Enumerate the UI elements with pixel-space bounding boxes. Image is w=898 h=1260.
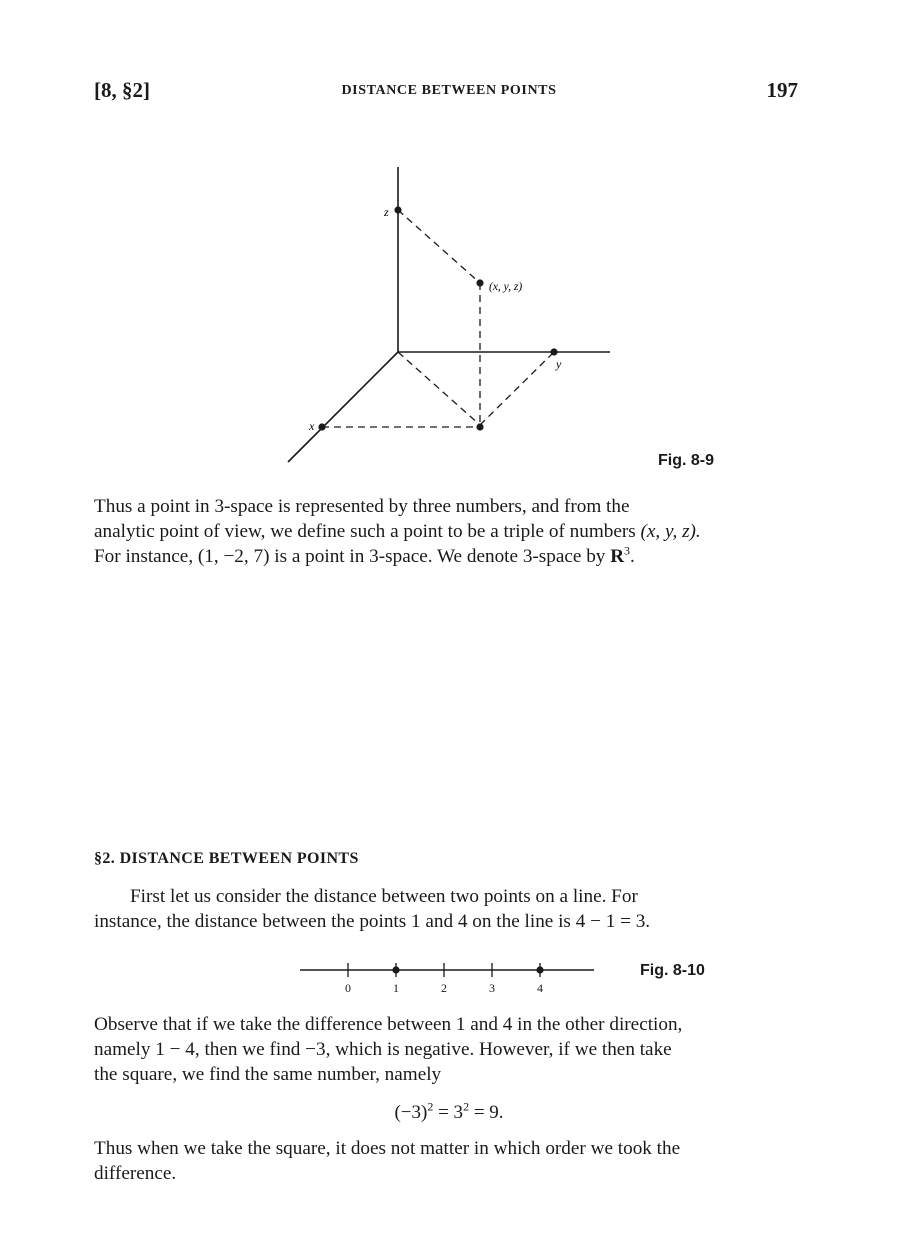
paragraph-line: Thus a point in 3-space is represented by three numbers, and from the [94, 496, 630, 517]
number-line-label-4: 4 [537, 981, 543, 995]
z-point-dot [394, 206, 401, 213]
figure-8-9-3d-axes [0, 150, 898, 480]
number-line-label-0: 0 [345, 981, 351, 995]
page-number: 197 [766, 78, 798, 102]
paragraph-difference [94, 1012, 806, 1087]
number-line-label-3: 3 [489, 981, 495, 995]
number-line-point-1 [392, 966, 399, 973]
x-point-dot [318, 423, 325, 430]
x-label: x [309, 419, 315, 433]
number-line-label-1: 1 [393, 981, 399, 995]
number-line-label-2: 2 [441, 981, 447, 995]
paragraph-line: difference. [94, 1163, 177, 1184]
paragraph-line: instance, the distance between the points 1 and 4 on the line is 4 − 1 = 3. [94, 911, 651, 932]
paragraph-line [94, 544, 806, 569]
point-label: (x, y, z) [489, 281, 523, 293]
figure-8-10-caption: Fig. 8-10 [640, 962, 705, 979]
text-span: analytic point of view, we define such a point to be a triple of numbers [94, 521, 641, 542]
number-line-point-4 [536, 966, 543, 973]
text-span: For instance, (1, −2, 7) is a point in 3-space. We denote 3-space by [94, 546, 611, 567]
x-axis-line [288, 352, 398, 462]
paragraph-line [94, 519, 806, 544]
figure-8-9-caption: Fig. 8-9 [658, 452, 715, 469]
equation-exponent: 2 [463, 1099, 470, 1114]
equation-term: (−3) [394, 1102, 428, 1123]
r3-symbol: R [610, 546, 625, 567]
display-equation [0, 1099, 898, 1124]
xy-point-dot [476, 423, 483, 430]
paragraph-line: the square, we find the same number, namely [94, 1064, 442, 1085]
running-header-section: [8, §2] [94, 78, 150, 102]
paragraph-3-space [94, 494, 806, 569]
dashed-origin-to-xy [398, 352, 480, 425]
equation-term: = 3 [433, 1102, 464, 1123]
xyz-point-dot [476, 279, 483, 286]
paragraph-line-distance [94, 884, 806, 934]
running-header-title: DISTANCE BETWEEN POINTS [341, 83, 557, 98]
y-label: y [556, 357, 562, 371]
dashed-z-to-point [398, 210, 480, 283]
paragraph-line: First let us consider the distance between two points on a line. For [130, 886, 638, 907]
dashed-xy-to-y [480, 352, 554, 425]
figure-8-10-number-line [290, 955, 610, 1005]
section-heading: §2. DISTANCE BETWEEN POINTS [94, 850, 359, 867]
equation-exponent: 2 [427, 1099, 434, 1114]
text-span: . [630, 546, 635, 567]
triple-notation: (x, y, z). [640, 521, 701, 542]
equation-term: = 9. [469, 1102, 504, 1123]
z-label: z [384, 205, 389, 219]
paragraph-square-order [94, 1136, 806, 1186]
paragraph-line: Observe that if we take the difference between 1 and 4 in the other direction, [94, 1014, 683, 1035]
y-point-dot [550, 348, 557, 355]
paragraph-line: namely 1 − 4, then we find −3, which is negative. However, if we then take [94, 1039, 672, 1060]
paragraph-line: Thus when we take the square, it does not matter in which order we took the [94, 1138, 681, 1159]
r3-exponent: 3 [624, 543, 631, 558]
